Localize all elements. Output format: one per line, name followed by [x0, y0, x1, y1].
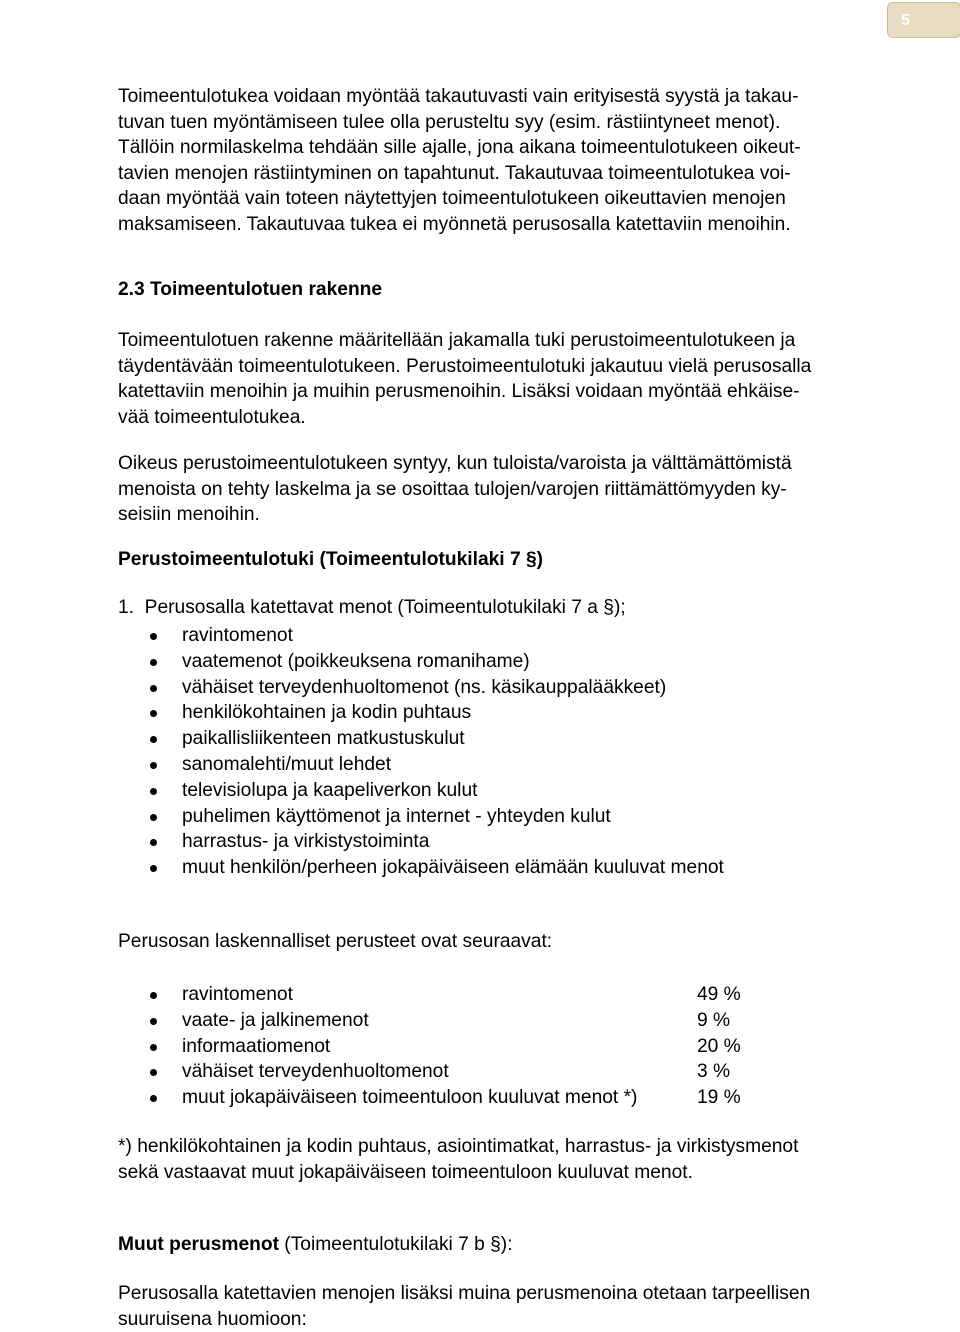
intro-paragraph [118, 84, 801, 238]
bullet-icon [150, 839, 157, 846]
text-line: tavien menojen rästiintyminen on tapahtunut. Takautuvaa toimeentulotukea voi- [118, 162, 791, 184]
basis-intro: Perusosan laskennalliset perusteet ovat seuraavat: [118, 931, 553, 952]
text-line: *) henkilökohtainen ja kodin puhtaus, asiointimatkat, harrastus- ja virkistysmenot [118, 1136, 799, 1157]
text-line: tuvan tuen myöntämiseen tulee olla perusteltu syy (esim. rästiintyneet menot). [118, 111, 781, 133]
text-line: menoista on tehty laskelma ja se osoittaa tulojen/varojen riittämättömyyden ky- [118, 478, 787, 500]
text-line: seisiin menoihin. [118, 504, 260, 526]
percent-value: 9 % [697, 1009, 731, 1031]
text-line: Toimeentulotukea voidaan myöntää takautuvasti vain erityisestä syystä ja takau- [118, 86, 799, 107]
final-paragraph [118, 1281, 810, 1332]
right-paragraph [118, 451, 792, 528]
bullet-icon [150, 736, 157, 743]
numbered-item: 1. Perusosalla katettavat menot (Toimeentulotukilaki 7 a §); [118, 597, 626, 618]
text-line: katettaviin menoihin ja muihin perusmenoihin. Lisäksi voidaan myöntää ehkäise- [118, 381, 800, 403]
page-number: 5 [901, 12, 910, 29]
percent-value: 3 % [697, 1061, 731, 1083]
percent-value: 20 % [697, 1035, 741, 1057]
bullet-icon [150, 788, 157, 795]
perus-heading: Perustoimeentulotuki (Toimeentulotukilaki 7 §) [118, 549, 544, 570]
text-line: Tällöin normilaskelma tehdään sille ajalle, jona aikana toimeentulotukeen oikeut- [118, 137, 801, 159]
text-line: Oikeus perustoimeentulotukeen syntyy, kun tuloista/varoista ja välttämättömistä [118, 453, 792, 474]
text-line: Perusosalla katettavien menojen lisäksi muina perusmenoina otetaan tarpeellisen [118, 1283, 811, 1304]
muut-heading [118, 1234, 513, 1256]
text-line: Toimeentulotuen rakenne määritellään jakamalla tuki perustoimeentulotukeen ja [118, 330, 796, 351]
text-line: daan myöntää vain toteen näytettyjen toimeentulotukeen oikeuttavien menojen [118, 188, 786, 210]
text-line: vää toimeentulotukea. [118, 406, 306, 428]
bullet-icon [150, 1018, 157, 1025]
bullet-icon [150, 992, 157, 999]
text-line: suuruisena huomioon: [118, 1308, 307, 1330]
percent-value: 49 % [697, 984, 741, 1005]
bullet-icon [150, 814, 157, 821]
muut-heading-bold: Muut perusmenot [118, 1234, 279, 1255]
bullet-icon [150, 1044, 157, 1051]
text-line: sekä vastaavat muut jokapäiväiseen toimeentuloon kuuluvat menot. [118, 1161, 693, 1183]
bullet-icon [150, 659, 157, 666]
text-line: maksamiseen. Takautuvaa tukea ei myönnetä perusosalla katettaviin menoihin. [118, 213, 791, 235]
muut-heading-rest: (Toimeentulotukilaki 7 b §): [278, 1234, 513, 1255]
bullet-icon [150, 633, 157, 640]
bullet-icon [150, 685, 157, 692]
page-number-badge [887, 2, 960, 38]
section-heading: 2.3 Toimeentulotuen rakenne [118, 279, 383, 300]
text-line: täydentävään toimeentulotukeen. Perustoimeentulotuki jakautuu vielä perusosalla [118, 355, 812, 377]
bullet-icon [150, 710, 157, 717]
bullet-icon [150, 865, 157, 872]
bullet-icon [150, 1069, 157, 1076]
percent-value: 19 % [697, 1087, 741, 1109]
structure-paragraph [118, 328, 811, 430]
bullet-icon [150, 1095, 157, 1102]
bullet-icon [150, 762, 157, 769]
footnote [118, 1134, 798, 1185]
